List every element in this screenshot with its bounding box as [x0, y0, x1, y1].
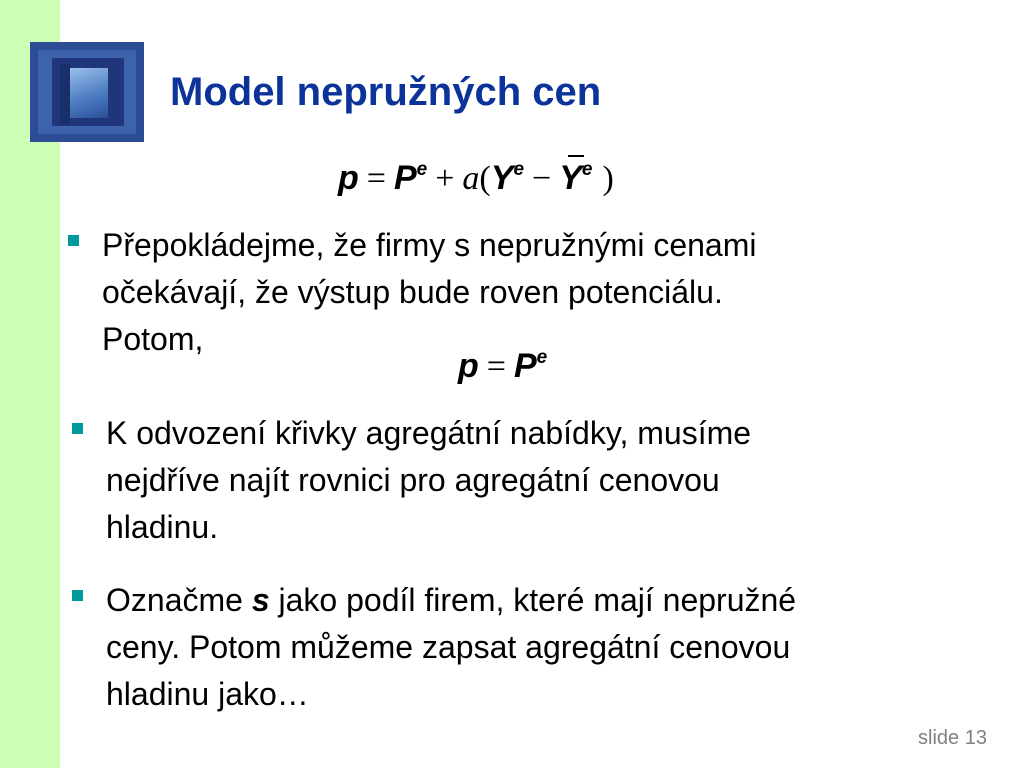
eq1-Ybar-superscript: e — [581, 159, 593, 180]
logo-image — [30, 42, 144, 142]
bullet1-line-3: Potom, — [102, 321, 204, 357]
bullet3-text-before: Označme — [106, 582, 252, 618]
eq1-left-paren: ( — [479, 160, 491, 197]
bullet-marker — [72, 590, 83, 601]
eq1-p: p — [338, 159, 359, 197]
eq2-equals: = — [486, 348, 506, 385]
eq1-Ybar-letter: Y — [559, 159, 582, 197]
bullet-marker — [68, 235, 79, 246]
bullet2-line-1: K odvození křivky agregátní nabídky, musíme — [106, 415, 752, 451]
slide-title: Model nepružných cen — [170, 70, 602, 114]
eq1-minus: − — [532, 160, 552, 197]
eq1-P-superscript: e — [416, 159, 428, 180]
bullet3-line-3: hladinu jako… — [106, 676, 309, 712]
eq2-P: P — [513, 347, 537, 385]
sticky-price-equation — [338, 158, 614, 204]
bullet3-text-after: jako podíl firem, které mají nepružné — [269, 582, 797, 618]
eq1-P: P — [393, 159, 417, 197]
eq2-P-superscript: e — [536, 347, 548, 368]
eq1-overbar — [568, 155, 584, 157]
eq1-Ybar — [559, 158, 582, 199]
bullet1-line-2: očekávají, že výstup bude roven potenciálu. — [102, 274, 723, 310]
bullet-item-2 — [106, 410, 926, 551]
eq1-alpha: a — [462, 160, 480, 197]
bullet3-symbol-s: s — [251, 582, 270, 618]
eq1-Y: Y — [490, 159, 514, 197]
bullet3-line-2: ceny. Potom můžeme zapsat agregátní cenovou — [106, 629, 791, 665]
bullet3-line-1 — [106, 577, 966, 624]
bullet-item-1 — [102, 222, 922, 363]
expected-price-equation — [458, 346, 547, 392]
bullet1-line-1: Přepokládejme, že firmy s nepružnými cenami — [102, 227, 757, 263]
bullet-item-3 — [106, 577, 966, 718]
slide-number: slide 13 — [918, 727, 987, 749]
eq1-equals: = — [366, 160, 386, 197]
bullet-marker — [72, 423, 83, 434]
eq1-Y-superscript: e — [513, 159, 525, 180]
eq2-p: p — [458, 347, 479, 385]
eq1-right-paren: ) — [602, 160, 614, 197]
bullet2-line-3: hladinu. — [106, 509, 219, 545]
eq1-plus: + — [435, 160, 455, 197]
bullet2-line-2: nejdříve najít rovnici pro agregátní cenovou — [106, 462, 720, 498]
